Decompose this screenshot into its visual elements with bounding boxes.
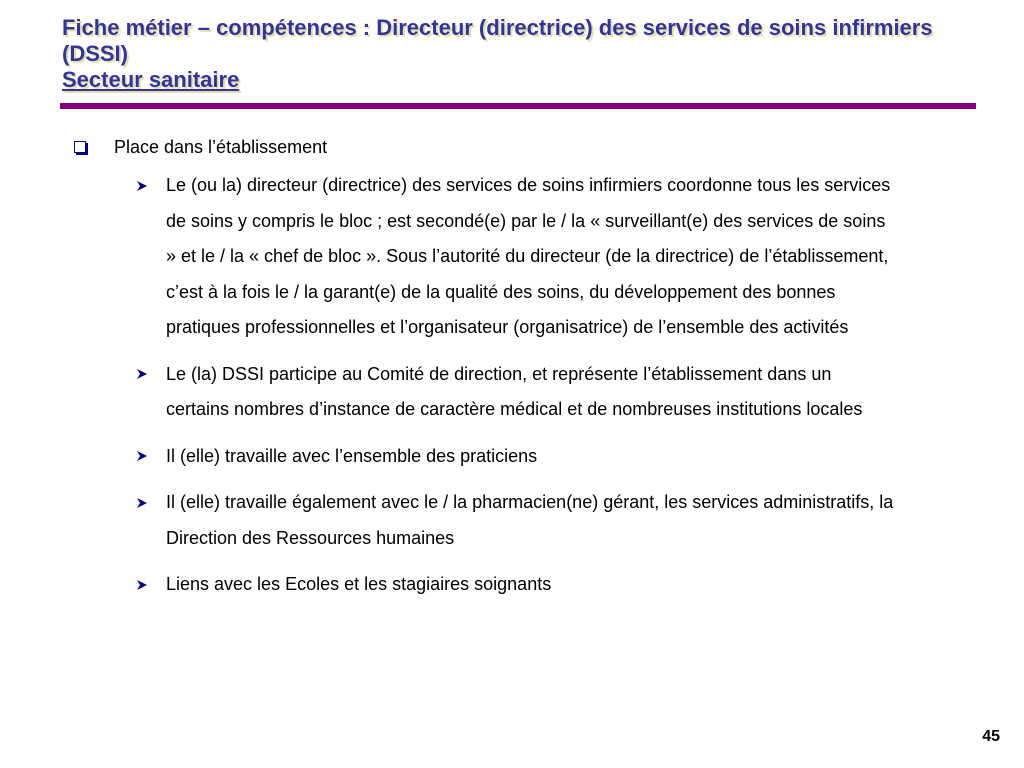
bullet-text: Le (ou la) directeur (directrice) des services de soins infirmiers coordonne tous les services de soins y compris le bloc ; est secondé(e) par le / la « surveillant(e) des services de soins » et le / la « chef de bloc ». Sous l’autorité du directeur (de la directrice) de l’établissement, c’est à la fois le / la garant(e) de la qualité des soins, du développement des bonnes pratiques professionnelles et l’organisateur (organisatrice) de l’ensemble des activités — [166, 175, 891, 337]
bullet-list — [72, 168, 932, 603]
list-item — [136, 485, 932, 556]
bullet-text: Il (elle) travaille également avec le / la pharmacien(ne) gérant, les services administratifs, la Direction des Ressources humaines — [166, 492, 894, 548]
bullet-text: Liens avec les Ecoles et les stagiaires soignants — [166, 574, 552, 594]
section-heading — [72, 134, 932, 160]
arrow-bullet-icon — [136, 357, 166, 393]
arrow-bullet-icon — [136, 567, 166, 603]
bullet-text: Il (elle) travaille avec l’ensemble des praticiens — [166, 445, 538, 466]
arrow-bullet-icon — [136, 439, 166, 475]
title-main: Fiche métier – compétences : Directeur (directrice) des services de soins infirmiers (DSSI) — [62, 15, 933, 66]
square-bullet-icon — [74, 141, 86, 153]
list-item — [136, 168, 932, 346]
arrow-bullet-icon — [136, 485, 166, 521]
title-subtitle: Secteur sanitaire — [62, 67, 240, 92]
list-item — [136, 567, 932, 603]
arrow-bullet-icon — [136, 168, 166, 204]
section-heading-text: Place dans l’établissement — [114, 137, 328, 157]
list-item — [136, 357, 932, 428]
list-item — [136, 439, 932, 475]
title-divider — [60, 103, 976, 109]
slide-title — [62, 15, 992, 93]
bullet-text: Le (la) DSSI participe au Comité de direction, et représente l’établissement dans un certains nombres d’instance de caractère médical et de nombreuses institutions locales — [166, 363, 863, 419]
content-section — [72, 134, 932, 614]
page-number: 45 — [982, 728, 1000, 745]
